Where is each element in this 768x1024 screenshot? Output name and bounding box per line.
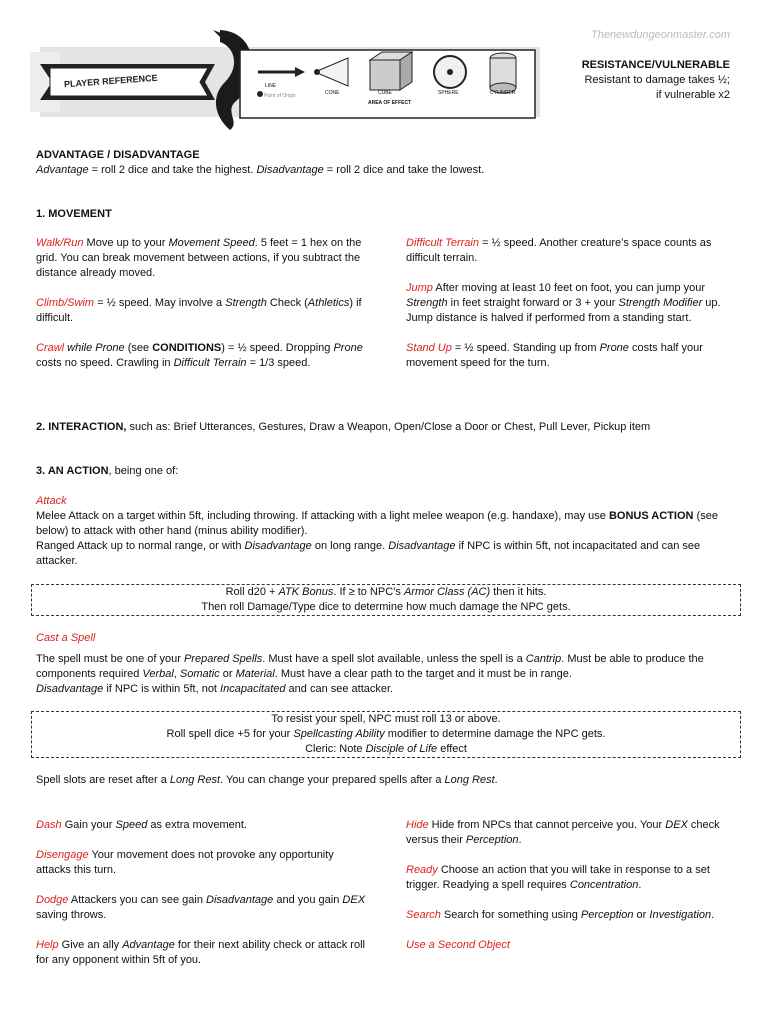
ready-term: Ready bbox=[406, 864, 438, 876]
attack-section bbox=[36, 494, 736, 569]
aoe-label-cone: CONE bbox=[325, 90, 340, 96]
walk-run-term: Walk/Run bbox=[36, 237, 84, 249]
advantage-term: Advantage bbox=[36, 164, 89, 176]
spell-roll-box: To resist your spell, NPC must roll 13 or above. Roll spell dice +5 for your Spellcasting Ability modifier to determine damage the NPC gets. Cleric: Note Disciple of Life effect bbox=[31, 711, 741, 758]
difficult-terrain-entry: Difficult Terrain = ½ speed. Another creature’s space counts as difficult terrain. bbox=[406, 237, 712, 264]
dodge-term: Dodge bbox=[36, 894, 69, 906]
resistance-line2: if vulnerable x2 bbox=[656, 89, 730, 101]
spell-slots-text: Spell slots are reset after a Long Rest. You can change your prepared spells after a Long Rest. bbox=[36, 774, 498, 786]
second-object-term: Use a Second Object bbox=[406, 939, 510, 951]
resistance-title: RESISTANCE/VULNERABLE bbox=[581, 59, 730, 71]
movement-title: 1. MOVEMENT bbox=[36, 208, 112, 220]
climb-swim-term: Climb/Swim bbox=[36, 297, 95, 309]
hide-entry: Hide Hide from NPCs that cannot perceive you. Your DEX check versus their Perception. bbox=[406, 819, 720, 846]
dash-entry: Dash Gain your Speed as extra movement. bbox=[36, 819, 247, 831]
help-term: Help bbox=[36, 939, 59, 951]
cast-spell-section bbox=[36, 631, 736, 697]
website-credit: Thenewdungeonmaster.com bbox=[590, 29, 730, 41]
movement-right-column bbox=[406, 236, 731, 386]
aoe-label-sphere: SPHERE bbox=[438, 90, 459, 96]
attack-term: Attack bbox=[36, 495, 67, 507]
jump-term: Jump bbox=[406, 282, 433, 294]
climb-swim-entry: Climb/Swim = ½ speed. May involve a Strength Check (Athletics) if difficult. bbox=[36, 297, 362, 324]
interaction-title: 2. INTERACTION, bbox=[36, 421, 127, 433]
resistance-block bbox=[582, 58, 730, 103]
disengage-term: Disengage bbox=[36, 849, 89, 861]
disadvantage-term: Disadvantage bbox=[256, 164, 324, 176]
advantage-text bbox=[36, 163, 736, 178]
attack-roll-box: Roll d20 + ATK Bonus. If ≥ to NPC’s Armor Class (AC) then it hits. Then roll Damage/Type dice to determine how much damage the NPC gets. bbox=[31, 584, 741, 616]
dash-term: Dash bbox=[36, 819, 62, 831]
cast-spell-term: Cast a Spell bbox=[36, 632, 96, 644]
search-term: Search bbox=[406, 909, 441, 921]
actions-left-column bbox=[36, 818, 371, 983]
stand-up-entry: Stand Up = ½ speed. Standing up from Prone costs half your movement speed for the turn. bbox=[406, 342, 703, 369]
walk-run-entry: Walk/Run Move up to your Movement Speed. 5 feet = 1 hex on the grid. You can break movement between actions, if you subtract the distance already moved. bbox=[36, 237, 362, 279]
interaction-section bbox=[36, 420, 736, 435]
aoe-label-line: LINE bbox=[265, 83, 277, 89]
second-object-entry bbox=[406, 938, 731, 953]
ready-entry: Ready Choose an action that you will take in response to a set trigger. Readying a spell requires Concentration. bbox=[406, 864, 710, 891]
cast-spell-text: The spell must be one of your Prepared Spells. Must have a spell slot available, unless the spell is a Cantrip. Must be able to produce the components required Verbal, Somatic or Material. Must have a clear path to the target and it must be in range. Disadvantage if NPC is within 5ft, not Incapacitated and can see attacker. bbox=[36, 653, 704, 695]
hide-term: Hide bbox=[406, 819, 429, 831]
search-entry: Search Search for something using Perception or Investigation. bbox=[406, 909, 715, 921]
resistance-line1: Resistant to damage takes ½; bbox=[584, 74, 730, 86]
interaction-text: such as: Brief Utterances, Gestures, Draw a Weapon, Open/Close a Door or Chest, Pull Lever, Pickup item bbox=[126, 421, 651, 433]
crawl-entry: Crawl while Prone (see CONDITIONS) = ½ speed. Dropping Prone costs no speed. Crawling in Difficult Terrain = 1/3 speed. bbox=[36, 342, 363, 369]
aoe-label-cylinder: CYLINDER bbox=[490, 90, 516, 96]
area-of-effect-label: AREA OF EFFECT bbox=[368, 100, 412, 106]
crawl-term: Crawl bbox=[36, 342, 65, 354]
stand-up-term: Stand Up bbox=[406, 342, 452, 354]
action-title: 3. AN ACTION, being one of: bbox=[36, 465, 179, 477]
actions-right-column bbox=[406, 818, 731, 968]
movement-left-column bbox=[36, 236, 371, 386]
advantage-desc: = roll 2 dice and take the highest. bbox=[88, 164, 257, 176]
disengage-entry: Disengage Your movement does not provoke any opportunity attacks this turn. bbox=[36, 849, 334, 876]
advantage-section bbox=[36, 148, 736, 178]
aoe-label-cube: CUBE bbox=[378, 90, 392, 96]
banner-label: PLAYER REFERENCE bbox=[63, 72, 158, 90]
disadvantage-desc: = roll 2 dice and take the lowest. bbox=[323, 164, 485, 176]
difficult-terrain-term: Difficult Terrain bbox=[406, 237, 479, 249]
jump-entry: Jump After moving at least 10 feet on foot, you can jump your Strength in feet straight forward or 3 + your Strength Modifier up. Jump distance is halved if performed from a standing start. bbox=[406, 282, 721, 324]
help-entry: Help Give an ally Advantage for their next ability check or attack roll for any opponent within 5ft of you. bbox=[36, 939, 365, 966]
advantage-title: ADVANTAGE / DISADVANTAGE bbox=[36, 149, 200, 161]
point-of-origin-label: Point of Origin bbox=[264, 93, 296, 99]
melee-attack-text: Melee Attack on a target within 5ft, including throwing. If attacking with a light melee weapon (e.g. handaxe), may use BONUS ACTION (see below) to attack with other hand (minus ability modifier). bbox=[36, 510, 718, 537]
dodge-entry: Dodge Attackers you can see gain Disadvantage and you gain DEX saving throws. bbox=[36, 894, 366, 921]
ranged-attack-text: Ranged Attack up to normal range, or with Disadvantage on long range. Disadvantage if NPC is within 5ft, not incapacitated and can see attacker. bbox=[36, 540, 701, 567]
